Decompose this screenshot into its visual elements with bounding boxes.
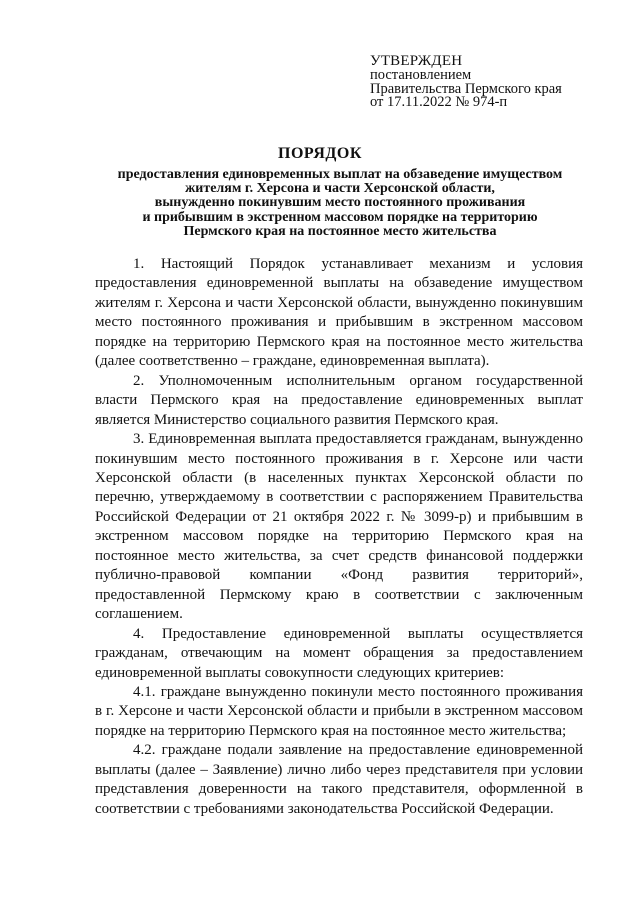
paragraph-3: 3. Единовременная выплата предоставляется гражданам, вынужденно покинувшим место постоянного проживания в г. Херсоне или части Херсонской области (в населенных пунктах Херсонской области по перечню, утверждаемому в соответствии с распоряжением Правительства Российской Федерации от 21 октября 2022 г. № 3099-р) и прибывшим в экстренном массовом порядке на территорию Пермского края на постоянное место жительства, за счет средств финансовой поддержки публично-правовой компании «Фонд развития территорий», предоставленной Пермскому краю в соответствии с заключенным соглашением. <box>95 431 583 623</box>
document-subtitle <box>95 168 585 239</box>
paragraph-4-2: 4.2. граждане подали заявление на предоставление единовременной выплаты (далее – Заявление) лично либо через представителя при условии представления доверенности на такого представителя, оформленной в соответствии с требованиями законодательства Российской Федерации. <box>95 742 583 817</box>
subtitle-line: жителям г. Херсона и части Херсонской области, <box>185 181 495 197</box>
subtitle-line: Пермского края на постоянное место жительства <box>183 223 497 239</box>
document-title: ПОРЯДОК <box>278 145 362 162</box>
subtitle-line: и прибывшим в экстренном массовом порядке на территорию <box>142 209 538 225</box>
approved-word: УТВЕРЖДЕН <box>370 53 463 69</box>
subtitle-line: вынужденно покинувшим место постоянного проживания <box>154 195 526 211</box>
paragraph-4: 4. Предоставление единовременной выплаты осуществляется гражданам, отвечающим на момент обращения за предоставлением единовременной выплаты совокупности следующих критериев: <box>95 625 583 681</box>
paragraph-2: 2. Уполномоченным исполнительным органом государственной власти Пермского края на предоставление единовременных выплат является Министерство социального развития Пермского края. <box>95 372 583 428</box>
subtitle-line: предоставления единовременных выплат на обзаведение имуществом <box>117 167 563 182</box>
approved-date-number: от 17.11.2022 № 974-п <box>370 94 508 111</box>
document-body <box>95 255 583 819</box>
paragraph-1: 1. Настоящий Порядок устанавливает механизм и условия предоставления единовременной выплаты на обзаведение имуществом жителям г. Херсона и части Херсонской области, вынужденно покинувшим место постоянного проживания и прибывшим в экстренном массовом порядке на территорию Пермского края на постоянное место жительства (далее соответственно – граждане, единовременная выплата). <box>95 256 583 370</box>
approved-by-resolution: постановлением <box>370 66 472 83</box>
approved-government: Правительства Пермского края <box>370 80 562 97</box>
approval-stamp <box>370 55 562 110</box>
paragraph-4-1: 4.1. граждане вынужденно покинули место постоянного проживания в г. Херсоне и части Херсонской области и прибыли в экстренном массовом порядке на территорию Пермского края на постоянное место жительства; <box>95 683 583 739</box>
